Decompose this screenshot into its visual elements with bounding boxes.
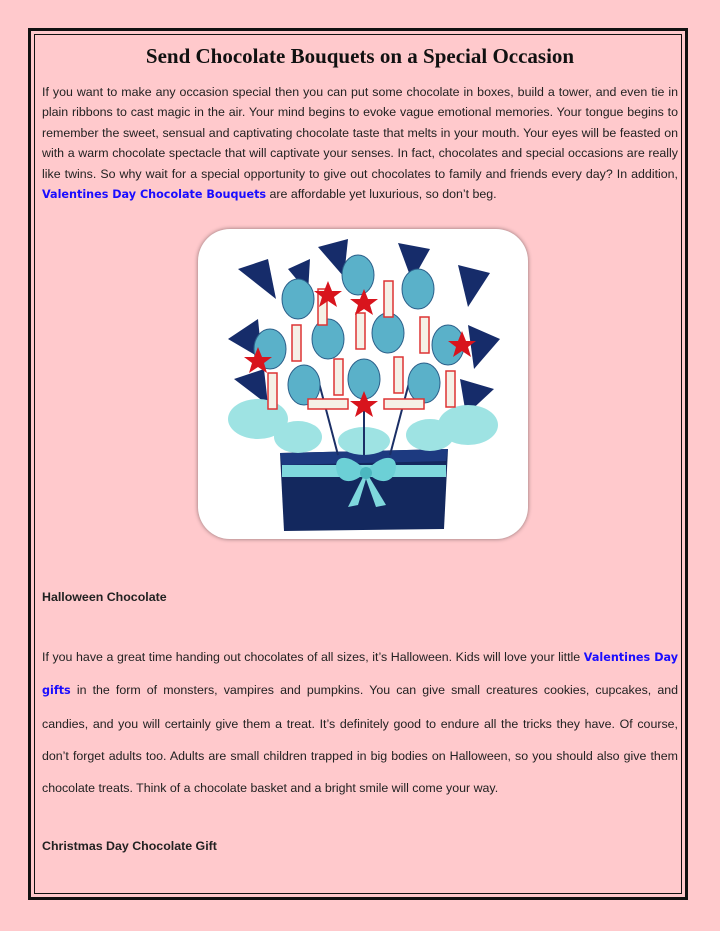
chocolate-bouquet-image xyxy=(198,229,528,539)
halloween-paragraph xyxy=(42,641,678,804)
halloween-heading: Halloween Chocolate xyxy=(42,590,167,604)
halloween-text-start: If you have a great time handing out chocolates of all sizes, it’s Halloween. Kids will love your little xyxy=(42,650,584,664)
intro-text-end: are affordable yet luxurious, so don’t beg. xyxy=(266,187,497,202)
intro-paragraph xyxy=(42,82,678,205)
page-title: Send Chocolate Bouquets on a Special Occasion xyxy=(145,44,575,68)
valentines-chocolate-bouquets-link[interactable]: Valentines Day Chocolate Bouquets xyxy=(42,188,267,202)
valentines-day-gifts-link[interactable]: Valentines Day gifts xyxy=(42,651,678,698)
bouquet-illustration xyxy=(198,229,528,539)
intro-text-start: If you want to make any occasion special then you can put some chocolate in boxes, build a tower, and even tie in plain ribbons to cast magic in the air. Your mind begins to evoke vague emotional memories. Your tongue begins to remember the sweet, sensual and captivating chocolate taste that melts in your mouth. Your eyes will be feasted on with a warm chocolate spectacle that will captivate your senses. In fact, chocolates and special occasions are really like twins. So why wait for a special opportunity to give out chocolates to family and friends every day? In addition, xyxy=(42,85,678,181)
christmas-heading: Christmas Day Chocolate Gift xyxy=(42,839,217,853)
halloween-text-end: in the form of monsters, vampires and pumpkins. You can give small creatures cookies, cupcakes, and candies, and you will certainly give them a treat. It’s definitely good to endure all the tricks they have. Of course, don’t forget adults too. Adults are small children trapped in big bodies on Halloween, so you should also give them chocolate treats. Think of a chocolate basket and a bright smile will come your way. xyxy=(42,683,678,796)
ribbon-knot xyxy=(360,467,372,479)
